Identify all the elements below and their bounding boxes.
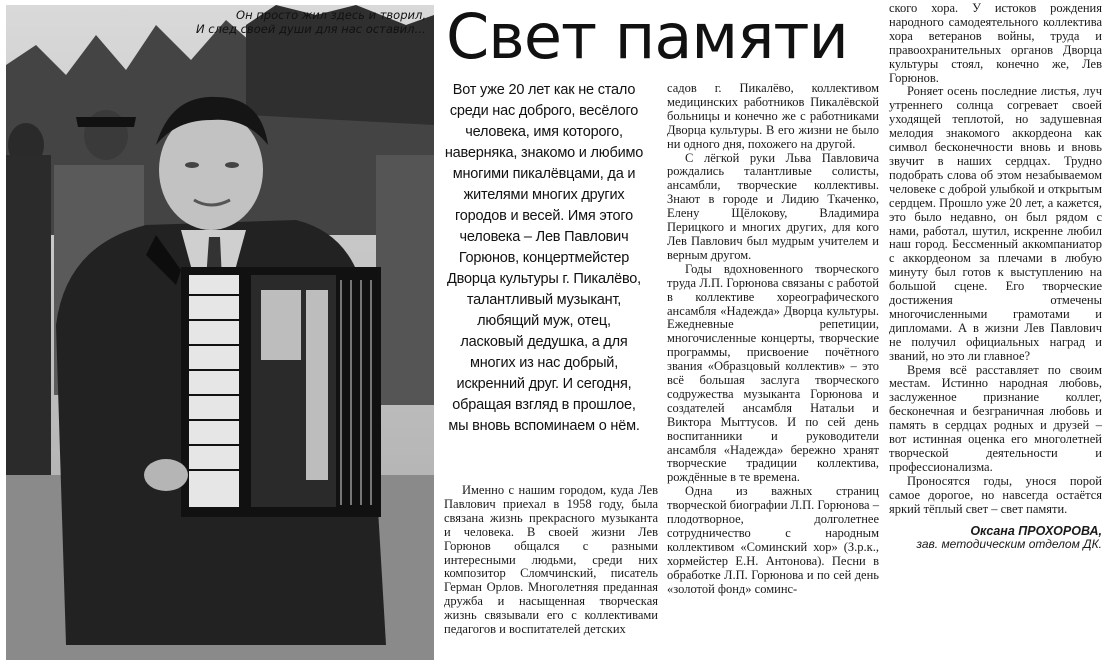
body-paragraph: Время всё расставляет по своим местам. Истинно народная любовь, заслуженное признание коллег, бесконечная и безграничная любовь и память в сердцах родных и друзей – вот истинная оценка его многолетней творческой деятельности и профессионализма.: [889, 362, 1102, 474]
body-paragraph: ского хора. У истоков рождения народного самодеятельного коллектива хора ветеранов войны, труда и правоохранительных органов Дворца культуры стоял, конечно же, Лев Горюнов.: [889, 1, 1102, 85]
body-paragraph: садов г. Пикалёво, коллективом медицинских работников Пикалёвской больницы и конечно же с работниками Дворца культуры. В его жизни не было ни одного дня, похожего на другой.: [667, 81, 879, 151]
author-signature: [889, 525, 1102, 553]
author-role: зав. методическим отделом ДК.: [916, 537, 1102, 552]
caption-line: Он просто жил здесь и творил,: [236, 8, 426, 22]
author-name: Оксана ПРОХОРОВА,: [970, 523, 1102, 538]
body-paragraph: Одна из важных страниц творческой биографии Л.П. Горюнова – плодотворное, долголетнее сотрудничество с народным коллективом «Соминский хор» (З.р.к., хормейстер Е.Н. Антонова). Песни в обработке Л.П. Горюнова и по сей день «золотой фонд» соминс-: [667, 484, 879, 596]
body-paragraph: Годы вдохновенного творческого труда Л.П. Горюнова связаны с работой в коллективе хореографического ансамбля «Надежда» Дворца культуры. Ежедневные репетиции, многочисленные концерты, творческие программы, присвоение почётного звания «Образцовый коллектив» – это всё большая заслуга творческого содружества музыканта Горюнова и создателей ансамбля Натальи и Виктора Мыттусов. И по сей день воспитанники и руководители ансамбля «Надежда» бережно хранят творческие традиции коллектива, рождённые в те времена.: [667, 261, 879, 485]
article-headline: Свет памяти: [446, 0, 848, 73]
article-column-1: [444, 484, 658, 637]
lead-paragraph: Вот уже 20 лет как не стало среди нас доброго, весёлого человека, имя которого, наверняка, знакомо и любимо многими пикалёвцами, да и жителями многих других городов и весей. Имя этого человека – Лев Павлович Горюнов, концертмейстер Дворца культуры г. Пикалёво, талантливый музыкант, любящий муж, отец, ласковый дедушка, а для многих из нас добрый, искренний друг. И сегодня, обращая взгляд в прошлое, мы вновь вспоминаем о нём.: [444, 82, 644, 434]
body-paragraph: Именно с нашим городом, куда Лев Павлович приехал в 1958 году, была связана жизнь прекрасного музыканта и человека. В своей жизни Лев Горюнов общался с разными интересными людьми, среди них композитор Сломчинский, писатель Герман Орлов. Многолетняя преданная дружба и насыщенная творческая жизнь связывали его с коллективами педагогов и воспитателей детских: [444, 483, 658, 637]
article-lead: [444, 80, 644, 437]
photo-caption: [196, 8, 426, 36]
article-column-3: [889, 2, 1102, 552]
body-paragraph: Проносятся годы, унося порой самое дорогое, но навсегда остаётся яркий тёплый свет – свет памяти.: [889, 473, 1102, 516]
article-photo: [6, 5, 434, 660]
caption-line: И след своей души для нас оставил…: [196, 22, 426, 36]
body-paragraph: С лёгкой руки Льва Павловича рождались талантливые солисты, ансамбли, творческие коллективы. Знают в городе и Лидию Ткаченко, Елену Щёлокову, Владимира Перицкого и многих других, для кого Лев Павлович был мудрым учителем и верным другом.: [667, 150, 879, 262]
article-column-2: [667, 82, 879, 597]
body-paragraph: Роняет осень последние листья, луч утреннего солнца согревает своей уходящей теплотой, но задушевная мелодия знакомого аккордеона как символ бесконечности вновь и вновь звучит в наших сердцах. Трудно подобрать слова об этом незабываемом человеке с доброй улыбкой и открытым сердцем. Прошло уже 20 лет, а кажется, это было недавно, он был рядом с нами, работал, шутил, искренне любил наш город. Бессменный аккомпаниатор с аккордеоном за плечами в любую минуту был готов к выступлению на большой сцене. Его творческие достижения отмечены многочисленными грамотами и дипломами. А в жизни Лев Павлович не получил официальных наград и званий, но это ли главное?: [889, 84, 1102, 363]
accordion-player-photo: [6, 5, 434, 660]
